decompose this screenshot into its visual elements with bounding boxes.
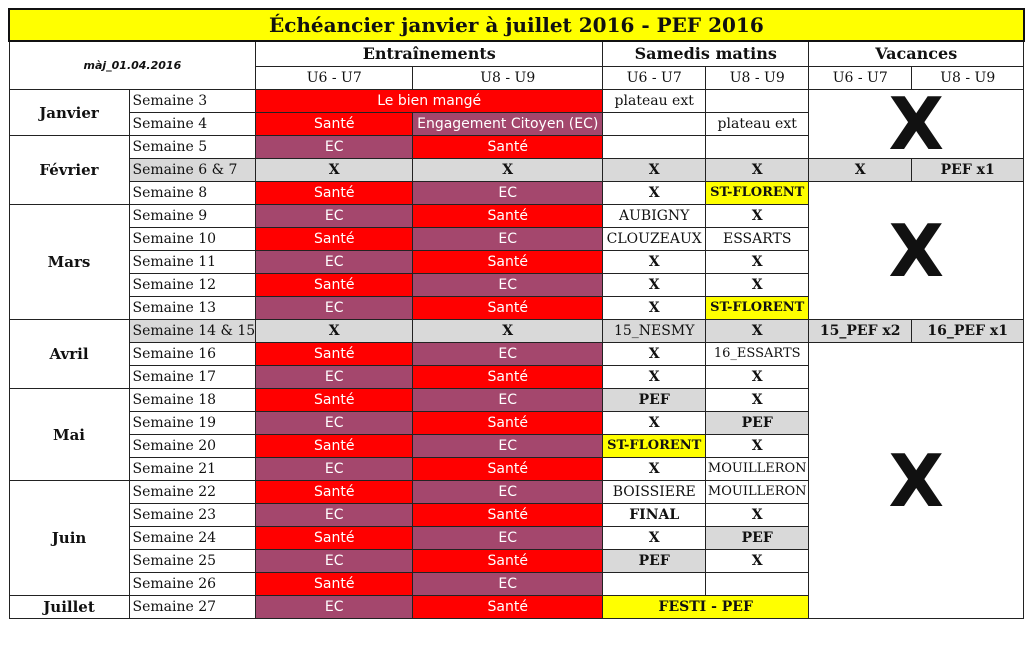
saturday-cell: X xyxy=(603,251,706,274)
week-label: Semaine 13 xyxy=(129,297,256,320)
training-cell: Santé xyxy=(413,596,603,619)
training-cell: EC xyxy=(256,251,413,274)
training-cell: EC xyxy=(413,343,603,366)
week-label: Semaine 16 xyxy=(129,343,256,366)
saturday-cell: X xyxy=(603,274,706,297)
training-cell: X xyxy=(256,320,413,343)
training-cell: EC xyxy=(413,527,603,550)
week-label: Semaine 8 xyxy=(129,182,256,205)
page-title: Échéancier janvier à juillet 2016 - PEF 2016 xyxy=(9,9,1024,41)
saturday-cell: X xyxy=(603,412,706,435)
update-note: màj_01.04.2016 xyxy=(9,41,256,90)
saturday-cell: X xyxy=(603,159,706,182)
training-cell: EC xyxy=(256,458,413,481)
training-cell: EC xyxy=(413,274,603,297)
training-cell: Santé xyxy=(256,113,413,136)
vacances-cell: X xyxy=(809,159,912,182)
week-label: Semaine 23 xyxy=(129,504,256,527)
saturday-cell: X xyxy=(706,320,809,343)
header-entrainements: Entraînements xyxy=(256,41,603,67)
subheader-ent-u8u9: U8 - U9 xyxy=(413,67,603,90)
vacances-cell: PEF x1 xyxy=(912,159,1024,182)
training-cell: Santé xyxy=(413,504,603,527)
week-label: Semaine 19 xyxy=(129,412,256,435)
subheader-sam-u8u9: U8 - U9 xyxy=(706,67,809,90)
saturday-cell: X xyxy=(603,297,706,320)
training-cell: EC xyxy=(413,435,603,458)
subheader-vac-u6u7: U6 - U7 xyxy=(809,67,912,90)
saturday-cell: ST-FLORENT xyxy=(706,297,809,320)
week-label: Semaine 24 xyxy=(129,527,256,550)
training-cell: EC xyxy=(413,389,603,412)
month-mai: Mai xyxy=(9,389,129,481)
vacances-cell: 16_PEF x1 xyxy=(912,320,1024,343)
saturday-cell: X xyxy=(603,182,706,205)
training-cell: EC xyxy=(256,504,413,527)
saturday-cell: X xyxy=(706,504,809,527)
saturday-cell: PEF xyxy=(603,389,706,412)
training-cell: EC xyxy=(256,205,413,228)
training-cell: EC xyxy=(256,297,413,320)
training-cell: Santé xyxy=(256,481,413,504)
saturday-cell: MOUILLERON xyxy=(706,458,809,481)
month-mars: Mars xyxy=(9,205,129,320)
saturday-cell: PEF xyxy=(706,412,809,435)
saturday-cell: X xyxy=(603,527,706,550)
saturday-cell: AUBIGNY xyxy=(603,205,706,228)
header-vacances: Vacances xyxy=(809,41,1024,67)
training-cell: Santé xyxy=(256,435,413,458)
subheader-vac-u8u9: U8 - U9 xyxy=(912,67,1024,90)
festival-cell: FESTI - PEF xyxy=(603,596,809,619)
week-label: Semaine 18 xyxy=(129,389,256,412)
training-cell: Santé xyxy=(413,205,603,228)
training-cell: Santé xyxy=(256,527,413,550)
saturday-cell: X xyxy=(706,366,809,389)
schedule-table xyxy=(8,8,1025,619)
saturday-cell: ST-FLORENT xyxy=(603,435,706,458)
saturday-cell: X xyxy=(603,366,706,389)
week-label: Semaine 27 xyxy=(129,596,256,619)
week-label: Semaine 11 xyxy=(129,251,256,274)
training-cell: X xyxy=(256,159,413,182)
week-label: Semaine 14 & 15 xyxy=(129,320,256,343)
training-cell: Santé xyxy=(413,251,603,274)
saturday-cell: ST-FLORENT xyxy=(706,182,809,205)
saturday-cell: plateau ext xyxy=(603,90,706,113)
week-label: Semaine 6 & 7 xyxy=(129,159,256,182)
month-fevrier: Février xyxy=(9,136,129,205)
vacances-x-mark: X xyxy=(809,90,1024,159)
training-cell: EC xyxy=(413,182,603,205)
saturday-cell: plateau ext xyxy=(706,113,809,136)
saturday-cell: 16_ESSARTS xyxy=(706,343,809,366)
training-cell: Engagement Citoyen (EC) xyxy=(413,113,603,136)
vacances-cell: 15_PEF x2 xyxy=(809,320,912,343)
saturday-cell xyxy=(706,136,809,159)
week-label: Semaine 20 xyxy=(129,435,256,458)
saturday-cell xyxy=(603,136,706,159)
vacances-x-mark: X xyxy=(809,182,1024,320)
saturday-cell: X xyxy=(706,159,809,182)
saturday-cell: FINAL xyxy=(603,504,706,527)
training-cell: EC xyxy=(256,596,413,619)
week-label: Semaine 10 xyxy=(129,228,256,251)
training-cell: EC xyxy=(256,550,413,573)
training-cell: Santé xyxy=(413,366,603,389)
saturday-cell: PEF xyxy=(706,527,809,550)
week-label: Semaine 21 xyxy=(129,458,256,481)
saturday-cell xyxy=(603,573,706,596)
training-cell: Santé xyxy=(413,136,603,159)
week-label: Semaine 22 xyxy=(129,481,256,504)
saturday-cell: X xyxy=(706,205,809,228)
saturday-cell: CLOUZEAUX xyxy=(603,228,706,251)
week-label: Semaine 26 xyxy=(129,573,256,596)
saturday-cell: BOISSIERE xyxy=(603,481,706,504)
subheader-ent-u6u7: U6 - U7 xyxy=(256,67,413,90)
saturday-cell: X xyxy=(706,435,809,458)
week-label: Semaine 4 xyxy=(129,113,256,136)
week-label: Semaine 17 xyxy=(129,366,256,389)
saturday-cell: X xyxy=(706,274,809,297)
week-label: Semaine 5 xyxy=(129,136,256,159)
saturday-cell xyxy=(706,573,809,596)
training-cell: X xyxy=(413,159,603,182)
week-label: Semaine 9 xyxy=(129,205,256,228)
training-cell: EC xyxy=(256,412,413,435)
training-cell: EC xyxy=(256,366,413,389)
saturday-cell: PEF xyxy=(603,550,706,573)
month-janvier: Janvier xyxy=(9,90,129,136)
saturday-cell: X xyxy=(706,251,809,274)
month-juillet: Juillet xyxy=(9,596,129,619)
week-label: Semaine 12 xyxy=(129,274,256,297)
month-juin: Juin xyxy=(9,481,129,596)
saturday-cell: ESSARTS xyxy=(706,228,809,251)
training-cell: Santé xyxy=(256,389,413,412)
training-cell: Santé xyxy=(256,343,413,366)
training-cell: EC xyxy=(413,481,603,504)
saturday-cell: X xyxy=(706,389,809,412)
vacances-x-mark: X xyxy=(809,343,1024,619)
saturday-cell: X xyxy=(603,343,706,366)
training-cell: Santé xyxy=(256,573,413,596)
saturday-cell: MOUILLERON xyxy=(706,481,809,504)
saturday-cell: X xyxy=(603,458,706,481)
header-samedis: Samedis matins xyxy=(603,41,809,67)
training-cell: Santé xyxy=(256,228,413,251)
month-avril: Avril xyxy=(9,320,129,389)
training-cell: EC xyxy=(256,136,413,159)
training-cell: X xyxy=(413,320,603,343)
subheader-sam-u6u7: U6 - U7 xyxy=(603,67,706,90)
saturday-cell xyxy=(603,113,706,136)
training-cell: Santé xyxy=(413,550,603,573)
training-cell: Santé xyxy=(413,412,603,435)
training-cell: Santé xyxy=(256,182,413,205)
saturday-cell xyxy=(706,90,809,113)
week-label: Semaine 25 xyxy=(129,550,256,573)
training-cell: Santé xyxy=(413,297,603,320)
training-cell: EC xyxy=(413,228,603,251)
saturday-cell: X xyxy=(706,550,809,573)
training-cell: EC xyxy=(413,573,603,596)
saturday-cell: 15_NESMY xyxy=(603,320,706,343)
training-cell: Santé xyxy=(413,458,603,481)
training-cell: Santé xyxy=(256,274,413,297)
training-cell: Le bien mangé xyxy=(256,90,603,113)
week-label: Semaine 3 xyxy=(129,90,256,113)
